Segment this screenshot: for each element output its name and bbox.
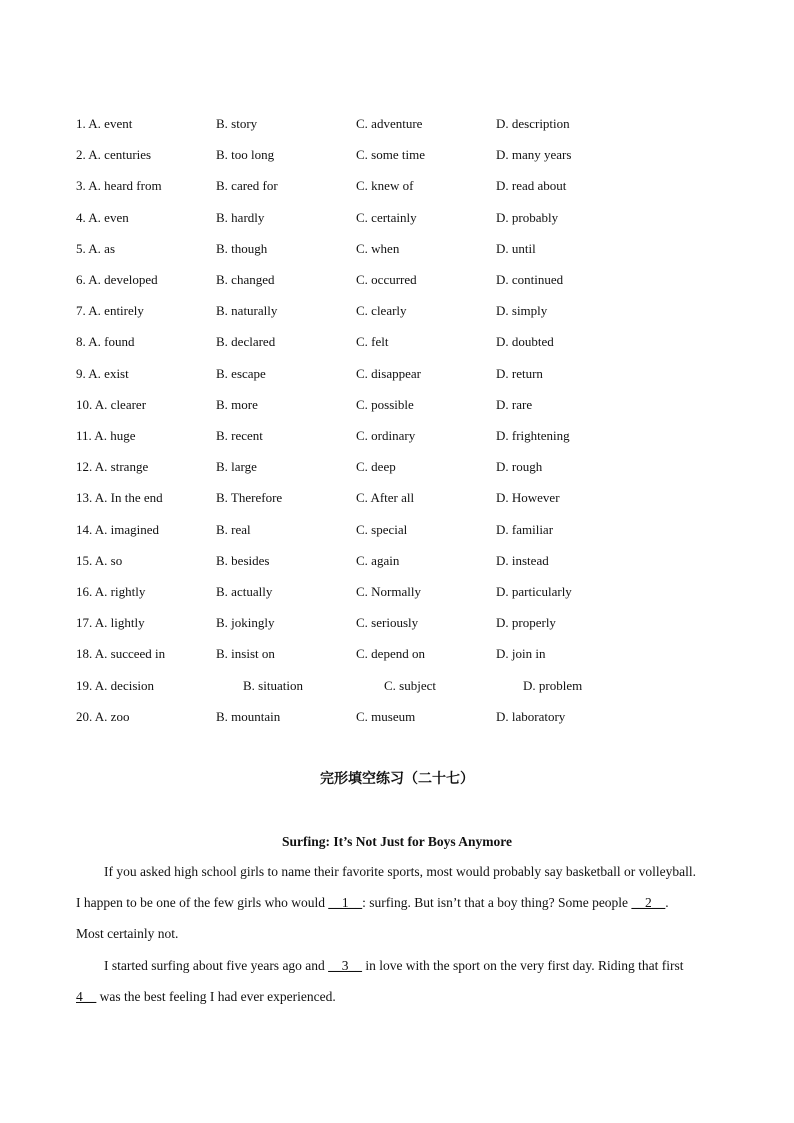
question-row — [0, 646, 794, 666]
option-c: C. clearly — [356, 303, 407, 318]
option-a: 14. A. imagined — [76, 522, 160, 537]
option-c: C. deep — [356, 459, 396, 474]
option-d: D. until — [496, 241, 536, 256]
option-b: B. naturally — [216, 303, 278, 318]
question-row — [0, 709, 794, 729]
blank-1: __1__ — [328, 895, 363, 910]
option-a: 19. A. decision — [76, 678, 154, 693]
line-text: I happen to be one of the few girls who would — [76, 895, 329, 910]
option-c: C. ordinary — [356, 428, 416, 443]
option-b: B. escape — [216, 366, 266, 381]
paragraph-line — [76, 989, 720, 1005]
option-d: D. continued — [496, 272, 564, 287]
question-row — [0, 615, 794, 635]
option-a: 10. A. clearer — [76, 397, 147, 412]
option-c: C. special — [356, 522, 408, 537]
option-c: C. again — [356, 553, 400, 568]
option-d: D. familiar — [496, 522, 554, 537]
option-a: 15. A. so — [76, 553, 123, 568]
option-b: B. story — [216, 116, 258, 131]
option-b: B. hardly — [216, 210, 265, 225]
option-d: D. frightening — [496, 428, 570, 443]
option-c: C. when — [356, 241, 400, 256]
option-b: B. declared — [216, 334, 276, 349]
option-b: B. situation — [243, 678, 303, 693]
line-text: If you asked high school girls to name their favorite sports, most would probably say basketball or volleyball. — [104, 864, 697, 879]
option-d: D. read about — [496, 178, 567, 193]
option-a: 16. A. rightly — [76, 584, 146, 599]
option-c: C. knew of — [356, 178, 414, 193]
option-b: B. besides — [216, 553, 270, 568]
option-b: B. though — [216, 241, 268, 256]
paragraph-line — [76, 926, 720, 942]
option-b: B. actually — [216, 584, 273, 599]
option-d: D. However — [496, 490, 560, 505]
option-c: C. subject — [384, 678, 436, 693]
question-row — [0, 459, 794, 479]
option-d: D. many years — [496, 147, 572, 162]
option-d: D. return — [496, 366, 543, 381]
option-a: 5. A. as — [76, 241, 115, 256]
question-row — [0, 428, 794, 448]
question-row — [0, 116, 794, 136]
option-b: B. recent — [216, 428, 263, 443]
question-row — [0, 584, 794, 604]
question-row — [0, 147, 794, 167]
option-c: C. disappear — [356, 366, 421, 381]
option-c: C. Normally — [356, 584, 421, 599]
option-d: D. laboratory — [496, 709, 566, 724]
line-text: in love with the sport on the very first day. Riding that first — [361, 958, 684, 973]
option-a: 17. A. lightly — [76, 615, 145, 630]
question-row — [0, 272, 794, 292]
option-b: B. changed — [216, 272, 275, 287]
option-d: D. description — [496, 116, 570, 131]
option-b: B. real — [216, 522, 251, 537]
option-b: B. more — [216, 397, 258, 412]
option-a: 3. A. heard from — [76, 178, 162, 193]
option-b: B. Therefore — [216, 490, 283, 505]
option-a: 12. A. strange — [76, 459, 149, 474]
option-b: B. cared for — [216, 178, 278, 193]
option-a: 7. A. entirely — [76, 303, 144, 318]
blank-3: __3__ — [328, 958, 362, 973]
question-row — [0, 678, 794, 698]
option-b: B. mountain — [216, 709, 281, 724]
question-row — [0, 241, 794, 261]
question-row — [0, 303, 794, 323]
option-d: D. doubted — [496, 334, 554, 349]
option-b: B. jokingly — [216, 615, 275, 630]
line-text: Most certainly not. — [76, 926, 179, 941]
option-a: 11. A. huge — [76, 428, 136, 443]
option-d: D. instead — [496, 553, 549, 568]
option-a: 20. A. zoo — [76, 709, 130, 724]
question-row — [0, 397, 794, 417]
option-c: C. occurred — [356, 272, 417, 287]
line-text: was the best feeling I had ever experienced. — [96, 989, 336, 1004]
option-b: B. too long — [216, 147, 275, 162]
option-d: D. simply — [496, 303, 548, 318]
option-a: 8. A. found — [76, 334, 135, 349]
option-d: D. rough — [496, 459, 543, 474]
blank-2: __2__ — [631, 895, 666, 910]
option-c: C. certainly — [356, 210, 417, 225]
section-title: 完形填空练习（二十七） — [320, 771, 474, 787]
option-c: C. some time — [356, 147, 425, 162]
question-row — [0, 334, 794, 354]
option-b: B. large — [216, 459, 257, 474]
option-d: D. probably — [496, 210, 559, 225]
line-text: I started surfing about five years ago and — [104, 958, 329, 973]
option-d: D. problem — [523, 678, 583, 693]
option-d: D. particularly — [496, 584, 572, 599]
question-row — [0, 178, 794, 198]
line-text: : surfing. But isn’t that a boy thing? Some people — [362, 895, 632, 910]
paragraph-line — [76, 895, 720, 911]
option-d: D. join in — [496, 646, 546, 661]
option-a: 13. A. In the end — [76, 490, 163, 505]
paragraph-line — [76, 864, 720, 880]
option-a: 4. A. even — [76, 210, 129, 225]
option-c: C. After all — [356, 490, 415, 505]
option-c: C. seriously — [356, 615, 419, 630]
question-row — [0, 522, 794, 542]
line-text: . — [665, 895, 669, 910]
option-a: 18. A. succeed in — [76, 646, 166, 661]
paragraph-line — [76, 958, 720, 974]
option-a: 9. A. exist — [76, 366, 129, 381]
option-c: C. museum — [356, 709, 416, 724]
option-a: 6. A. developed — [76, 272, 158, 287]
question-row — [0, 490, 794, 510]
question-row — [0, 210, 794, 230]
option-c: C. depend on — [356, 646, 425, 661]
question-row — [0, 553, 794, 573]
option-a: 2. A. centuries — [76, 147, 152, 162]
option-d: D. properly — [496, 615, 556, 630]
article-title: Surfing: It’s Not Just for Boys Anymore — [281, 834, 512, 849]
blank-4: 4__ — [76, 989, 97, 1004]
option-b: B. insist on — [216, 646, 275, 661]
option-c: C. adventure — [356, 116, 423, 131]
option-a: 1. A. event — [76, 116, 133, 131]
option-d: D. rare — [496, 397, 533, 412]
option-c: C. felt — [356, 334, 389, 349]
question-row — [0, 366, 794, 386]
option-c: C. possible — [356, 397, 414, 412]
